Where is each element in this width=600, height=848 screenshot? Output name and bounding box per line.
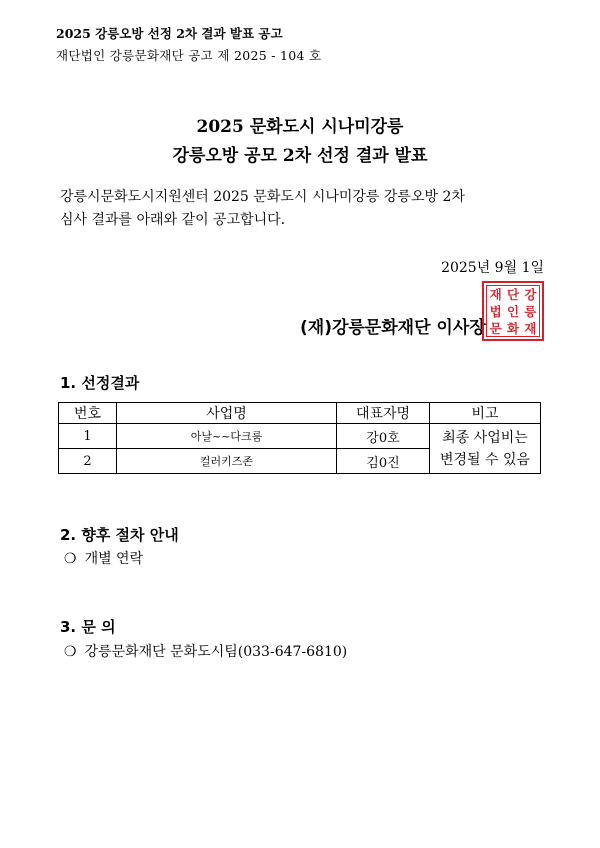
section-title-results: 1. 선정결과 [60, 374, 140, 392]
document-title-line1: 2025 문화도시 시나미강릉 [196, 117, 404, 137]
cell-project: 컬러키즈존 [117, 449, 337, 474]
notice-header-title: 2025 강릉오방 선정 2차 결과 발표 공고 [56, 26, 283, 41]
circle-bullet-icon: ❍ [64, 644, 77, 660]
section-title-next-steps: 2. 향후 절차 안내 [60, 526, 179, 544]
table-row [59, 424, 541, 449]
inquiry-contact-text: 강릉문화재단 문화도시팀(033-647-6810) [84, 644, 348, 660]
inquiry-item [64, 641, 347, 661]
column-header-representative: 대표자명 [337, 403, 430, 424]
intro-text-line1: 강릉시문화도시지원센터 2025 문화도시 시나미강릉 강릉오방 2차 [60, 189, 465, 205]
column-header-remarks: 비고 [430, 403, 541, 424]
selection-results-table [58, 402, 541, 474]
seal-char: 강 [524, 287, 537, 302]
circle-bullet-icon: ❍ [64, 551, 77, 567]
remark-line2: 변경될 수 있음 [439, 451, 531, 468]
official-seal [482, 281, 544, 341]
seal-grid [486, 285, 540, 337]
cell-number: 1 [59, 424, 117, 449]
seal-char: 릉 [524, 304, 537, 319]
section-title-inquiry: 3. 문 의 [60, 618, 116, 636]
cell-project: 아날~~다크룸 [117, 424, 337, 449]
intro-text-line2: 심사 결과를 아래와 같이 공고합니다. [60, 212, 286, 228]
next-steps-item [64, 548, 143, 568]
cell-remarks [430, 424, 541, 474]
table-header-row [59, 403, 541, 424]
next-steps-text: 개별 연락 [84, 551, 144, 567]
cell-number: 2 [59, 449, 117, 474]
seal-char: 단 [506, 287, 520, 302]
cell-representative: 김0진 [337, 449, 430, 474]
notice-number: 재단법인 강릉문화재단 공고 제 2025 - 104 호 [56, 48, 322, 63]
document-title-line2: 강릉오방 공모 2차 선정 결과 발표 [172, 146, 428, 166]
signer-name: (재)강릉문화재단 이사장 [300, 318, 486, 338]
seal-char: 화 [506, 321, 520, 336]
remark-line1: 최종 사업비는 [442, 429, 528, 446]
column-header-project: 사업명 [117, 403, 337, 424]
seal-char: 재 [524, 321, 537, 336]
seal-char: 인 [506, 304, 520, 319]
seal-char: 문 [489, 321, 502, 336]
column-header-number: 번호 [59, 403, 117, 424]
seal-char: 재 [489, 287, 502, 302]
notice-date: 2025년 9월 1일 [441, 260, 544, 276]
cell-representative: 강0호 [337, 424, 430, 449]
seal-char: 법 [489, 304, 502, 319]
